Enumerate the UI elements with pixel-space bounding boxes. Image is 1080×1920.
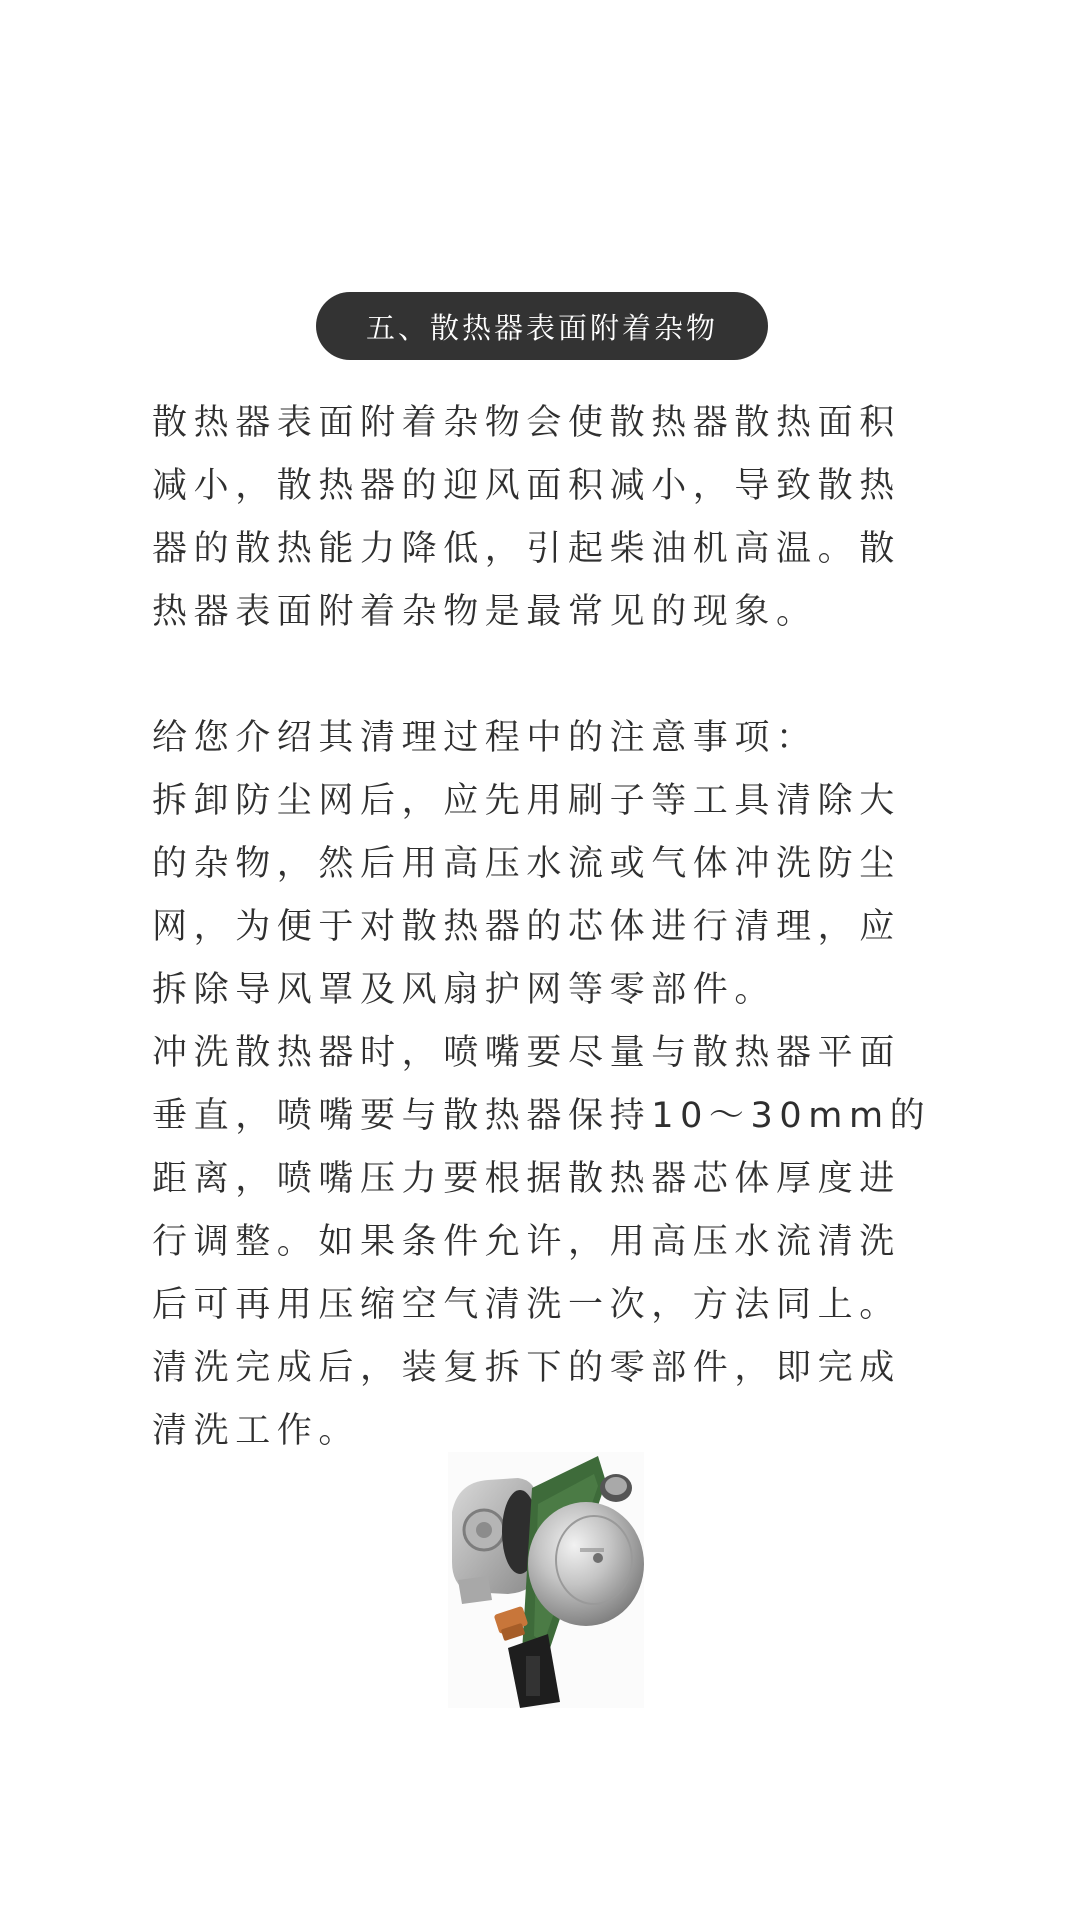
section-title: 五、散热器表面附着杂物 [365,310,718,345]
article-body [152,392,932,1463]
paragraph-spacer [152,644,922,707]
paragraph-cleaning-notes [152,707,932,1463]
text-line: 清洗完成后，装复拆下的零部件，即完成 [152,1348,901,1388]
text-line: 给您介绍其清理过程中的注意事项： [152,718,818,758]
actuator-motor-illustration [448,1452,644,1708]
text-line: 拆除导风罩及风扇护网等零部件。 [152,970,777,1010]
text-line: 距离，喷嘴压力要根据散热器芯体厚度进 [152,1159,901,1199]
text-line: 垂直，喷嘴要与散热器保持10～30mm的 [152,1096,932,1136]
text-line: 冲洗散热器时，喷嘴要尽量与散热器平面 [152,1033,901,1073]
text-line: 热器表面附着杂物是最常见的现象。 [152,592,818,632]
text-line: 拆卸防尘网后，应先用刷子等工具清除大 [152,781,901,821]
section-title-pill [316,292,768,360]
actuator-motor-photo [448,1452,644,1708]
text-line: 的杂物，然后用高压水流或气体冲洗防尘 [152,844,901,884]
text-line: 后可再用压缩空气清洗一次，方法同上。 [152,1285,901,1325]
text-line: 器的散热能力降低，引起柴油机高温。散 [152,529,901,569]
text-line: 网，为便于对散热器的芯体进行清理，应 [152,907,901,947]
text-line: 减小，散热器的迎风面积减小，导致散热 [152,466,901,506]
paragraph-intro [152,392,922,644]
text-line: 行调整。如果条件允许，用高压水流清洗 [152,1222,901,1262]
text-line: 散热器表面附着杂物会使散热器散热面积 [152,403,901,443]
text-line: 清洗工作。 [152,1411,361,1451]
